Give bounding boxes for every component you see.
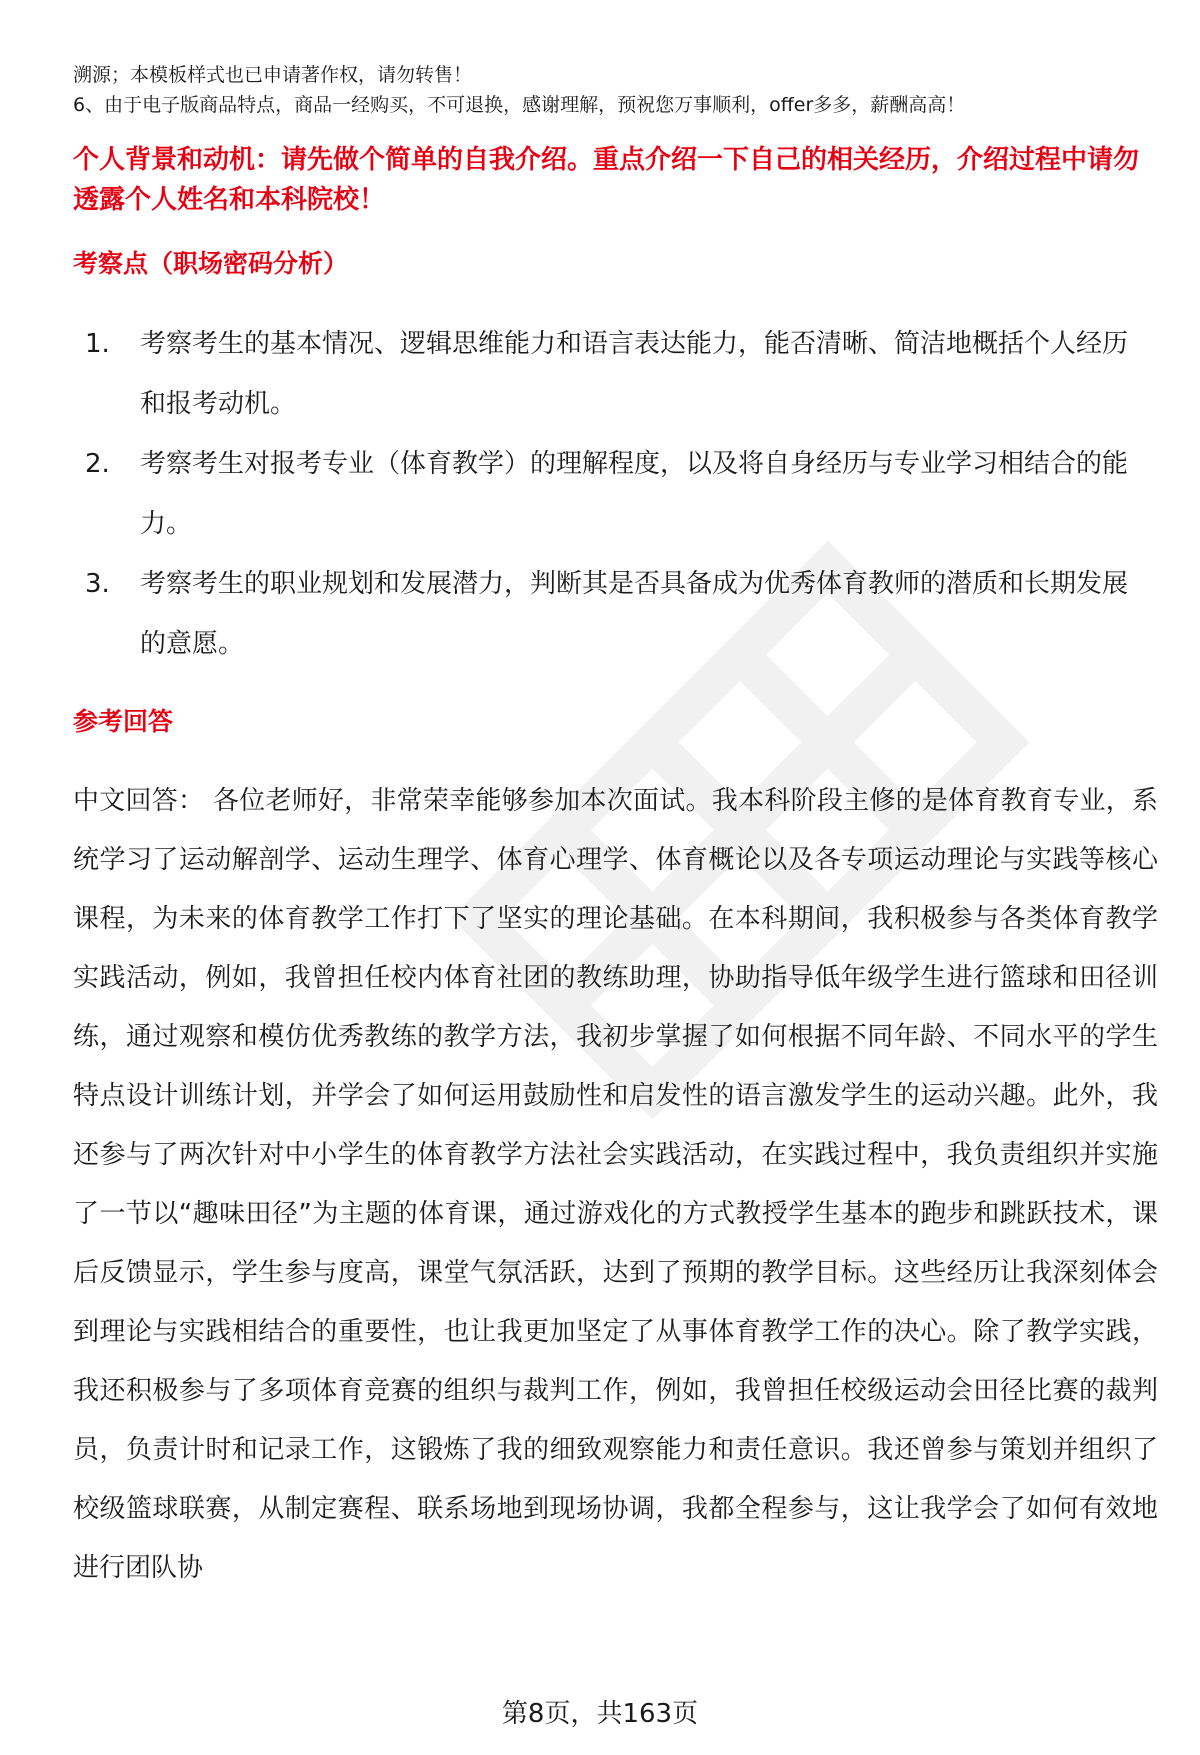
page-number: 第8页，共163页 (501, 1699, 699, 1729)
reference-answer-text: 中文回答： 各位老师好，非常荣幸能够参加本次面试。我本科阶段主修的是体育教育专业，系统学习了运动解剖学、运动生理学、体育心理学、体育概论以及各专项运动理论与实践等核心课程，为未来的体育教学工作打下了坚实的理论基础。在本科期间，我积极参与各类体育教学实践活动，例如，我曾担任校内体育社团的教练助理，协助指导低年级学生进行篮球和田径训练，通过观察和模仿优秀教练的教学方法，我初步掌握了如何根据不同年龄、不同水平的学生特点设计训练计划，并学会了如何运用鼓励性和启发性的语言激发学生的运动兴趣。此外，我还参与了两次针对中小学生的体育教学方法社会实践活动，在实践过程中，我负责组织并实施了一节以“趣味田径”为主题的体育课，通过游戏化的方式教授学生基本的跑步和跳跃技术，课后反馈显示，学生参与度高，课堂气氛活跃，达到了预期的教学目标。这些经历让我深刻体会到理论与实践相结合的重要性，也让我更加坚定了从事体育教学工作的决心。除了教学实践，我还积极参与了多项体育竞赛的组织与裁判工作，例如，我曾担任校级运动会田径比赛的裁判员，负责计时和记录工作，这锻炼了我的细致观察能力和责任意识。我还曾参与策划并组织了校级篮球联赛，从制定赛程、联系场地到现场协调，我都全程参与，这让我学会了如何有效地进行团队协 (73, 786, 1158, 1583)
list-item-number: 3. (85, 569, 110, 599)
list-item-text: 考察考生的职业规划和发展潜力，判断其是否具备成为优秀体育教师的潜质和长期发展的意愿。 (140, 569, 1129, 659)
list-item-number: 2. (85, 449, 110, 479)
list-item (73, 314, 1153, 434)
analysis-list (73, 314, 1153, 674)
document-page (73, 60, 1158, 1598)
analysis-heading: 考察点（职场密码分析） (73, 249, 349, 278)
list-item-text: 考察考生的基本情况、逻辑思维能力和语言表达能力，能否清晰、简洁地概括个人经历和报考动机。 (140, 329, 1129, 419)
notice-line-2: 6、由于电子版商品特点，商品一经购买，不可退换，感谢理解，预祝您万事顺利，offer多多，薪酬高高！ (73, 94, 966, 116)
list-item (73, 554, 1153, 674)
notice-line-1: 溯源；本模板样式也已申请著作权，请勿转售！ (73, 64, 473, 86)
reference-answer-heading: 参考回答 (73, 707, 174, 736)
interview-question: 个人背景和动机：请先做个简单的自我介绍。重点介绍一下自己的相关经历，介绍过程中请勿透露个人姓名和本科院校！ (73, 145, 1140, 215)
list-item-number: 1. (85, 329, 110, 359)
list-item (73, 434, 1153, 554)
list-item-text: 考察考生对报考专业（体育教学）的理解程度，以及将自身经历与专业学习相结合的能力。 (140, 449, 1129, 539)
